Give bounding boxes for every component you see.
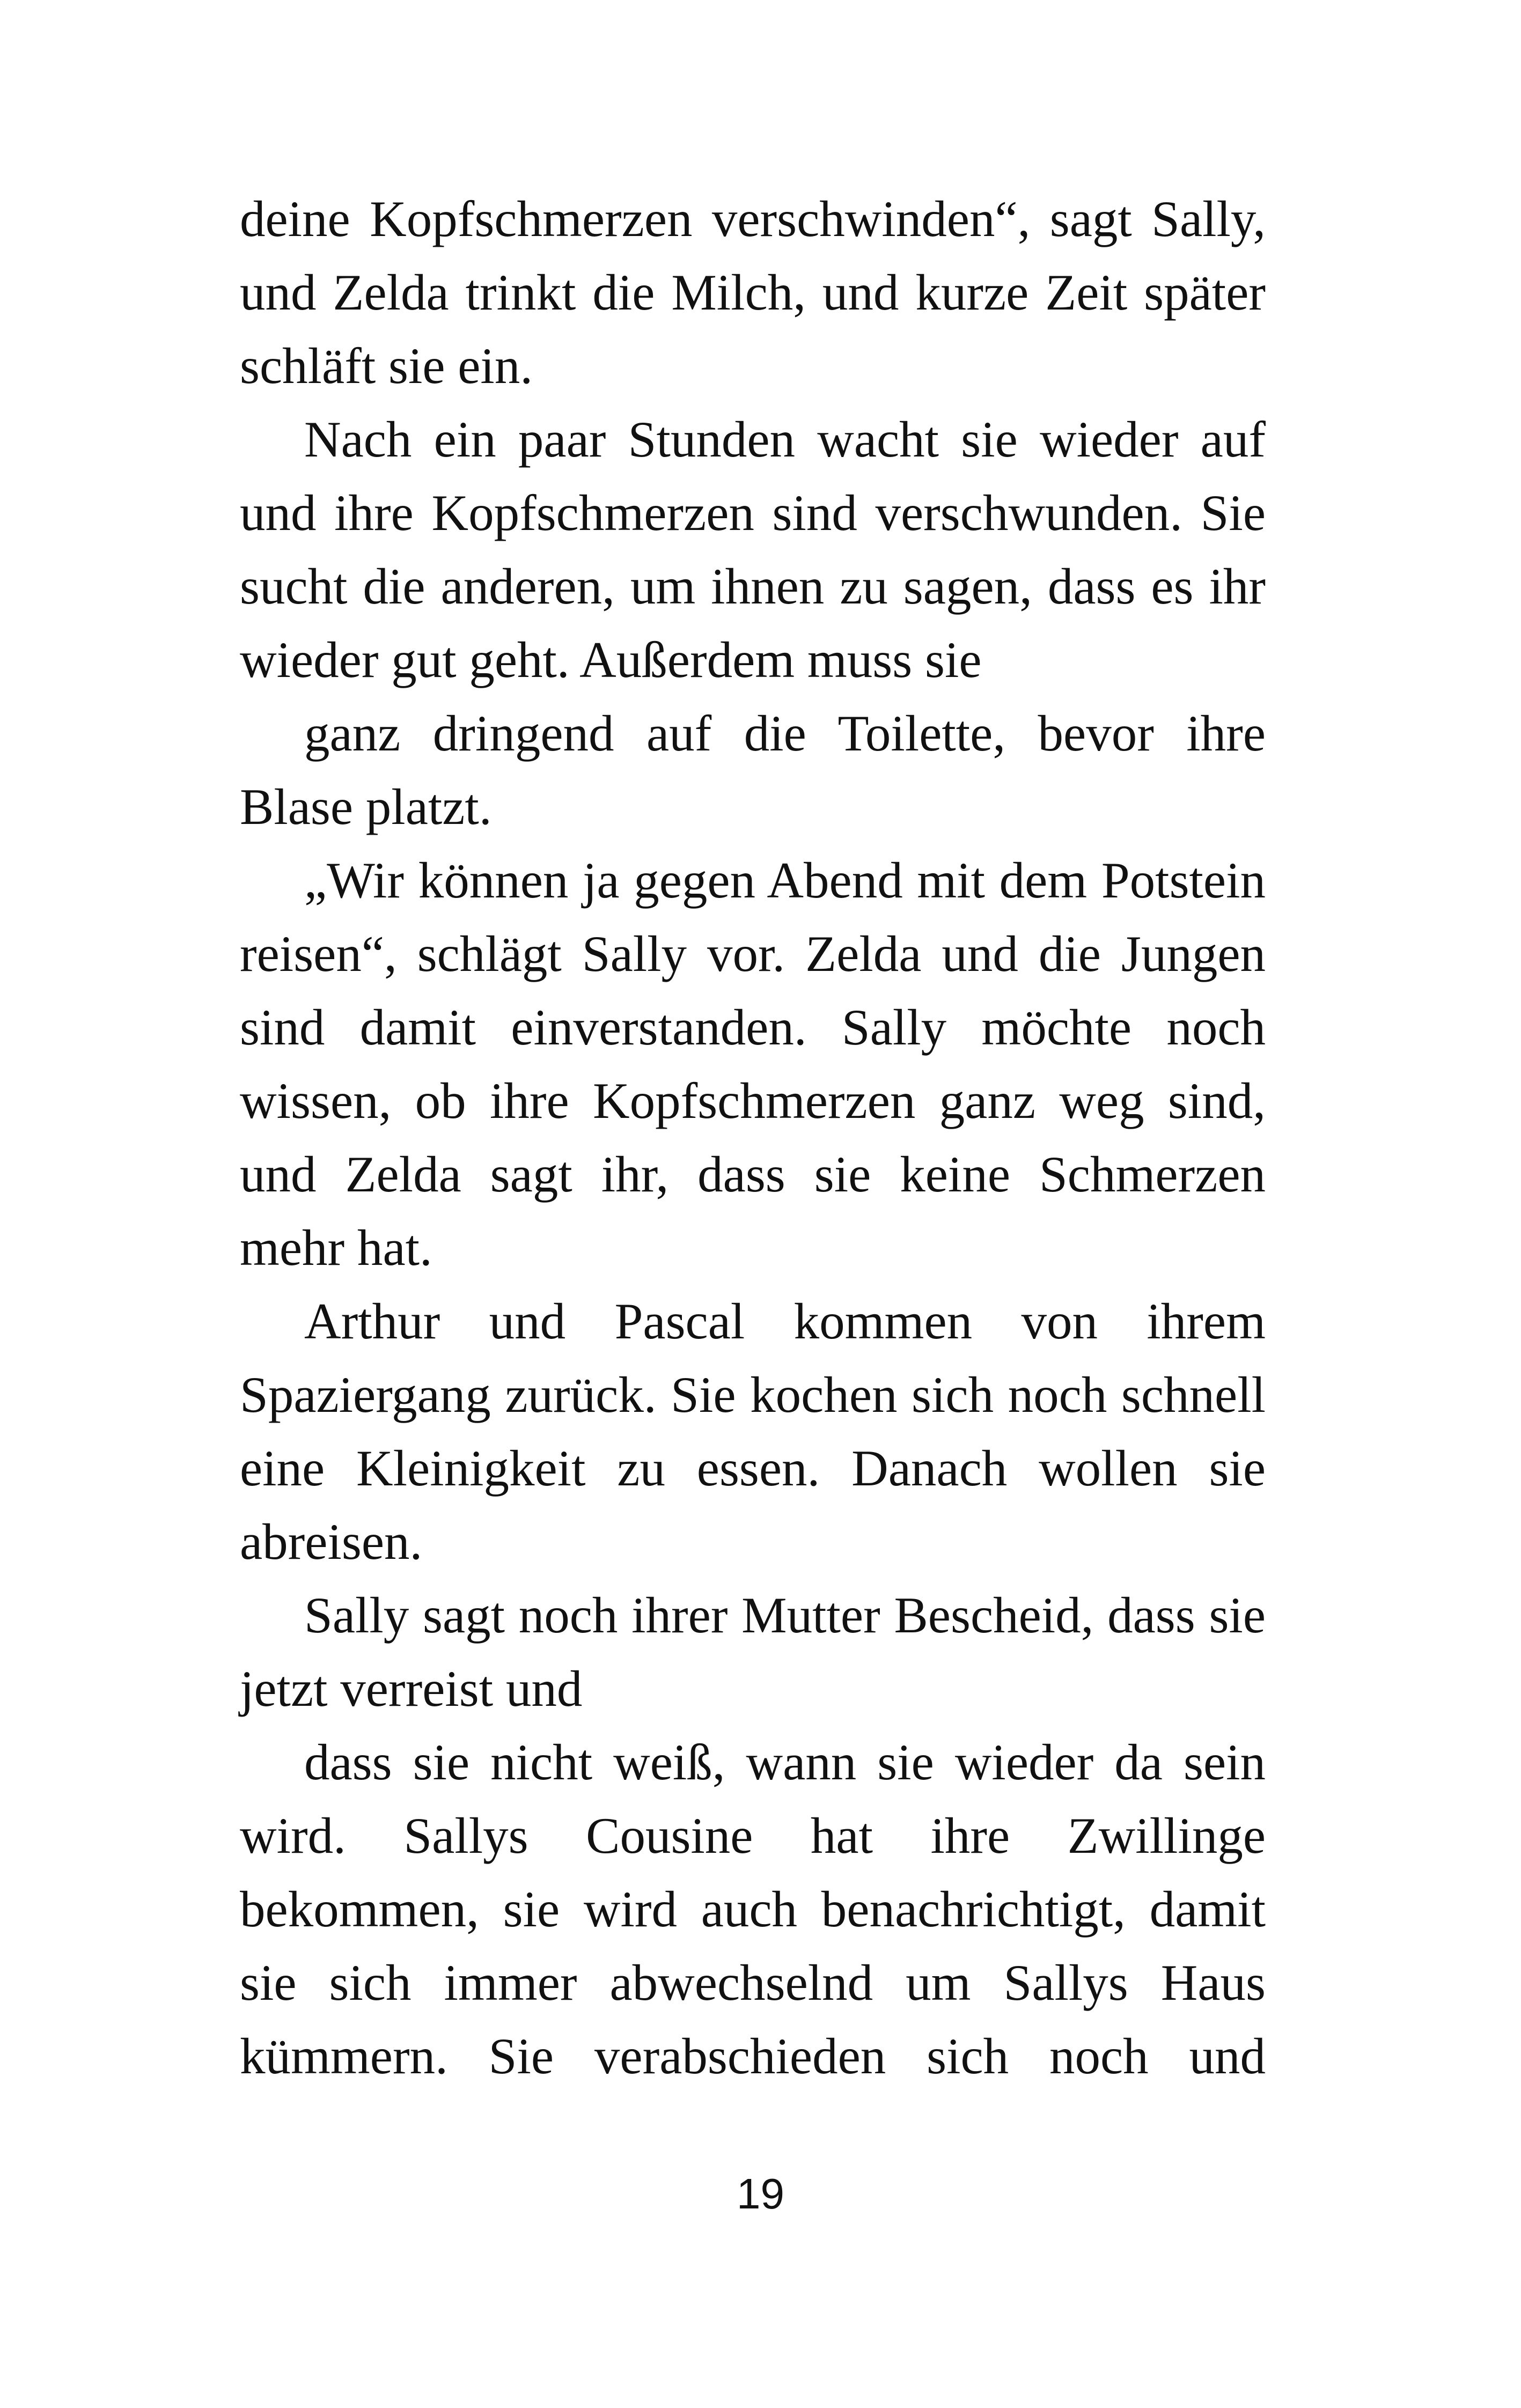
paragraph-3: ganz dringend auf die Toilette, bevor ihre Blase platzt. bbox=[240, 705, 1266, 835]
paragraph-6: Sally sagt noch ihrer Mutter Bescheid, dass sie jetzt verreist und bbox=[240, 1587, 1266, 1717]
paragraph-5: Arthur und Pascal kommen von ihrem Spaziergang zurück. Sie kochen sich noch schnell eine Kleinigkeit zu essen. Danach wollen sie abreisen. bbox=[240, 1293, 1266, 1570]
paragraph-7: dass sie nicht weiß, wann sie wieder da sein wird. Sallys Cousine hat ihre Zwillinge bekommen, sie wird auch benachrichtigt, damit sie sich immer abwechselnd um Sallys Haus kümmern. Sie verabschieden sich noch und bbox=[240, 1734, 1266, 2085]
paragraph-1: deine Kopfschmerzen verschwinden“, sagt Sally, und Zelda trinkt die Milch, und kurze Zeit später schläft sie ein. bbox=[240, 190, 1266, 394]
paragraph-4: „Wir können ja gegen Abend mit dem Potstein reisen“, schlägt Sally vor. Zelda und die Jungen sind damit einverstanden. Sally möchte noch wissen, ob ihre Kopfschmerzen ganz weg sind, und Zelda sagt ihr, dass sie keine Schmerzen mehr hat. bbox=[240, 852, 1266, 1276]
paragraph-2: Nach ein paar Stunden wacht sie wieder auf und ihre Kopfschmerzen sind verschwunden. Sie sucht die anderen, um ihnen zu sagen, dass es ihr wieder gut geht. Außerdem muss sie bbox=[240, 411, 1266, 688]
body-text bbox=[240, 182, 1266, 2093]
page-number: 19 bbox=[737, 2170, 784, 2218]
